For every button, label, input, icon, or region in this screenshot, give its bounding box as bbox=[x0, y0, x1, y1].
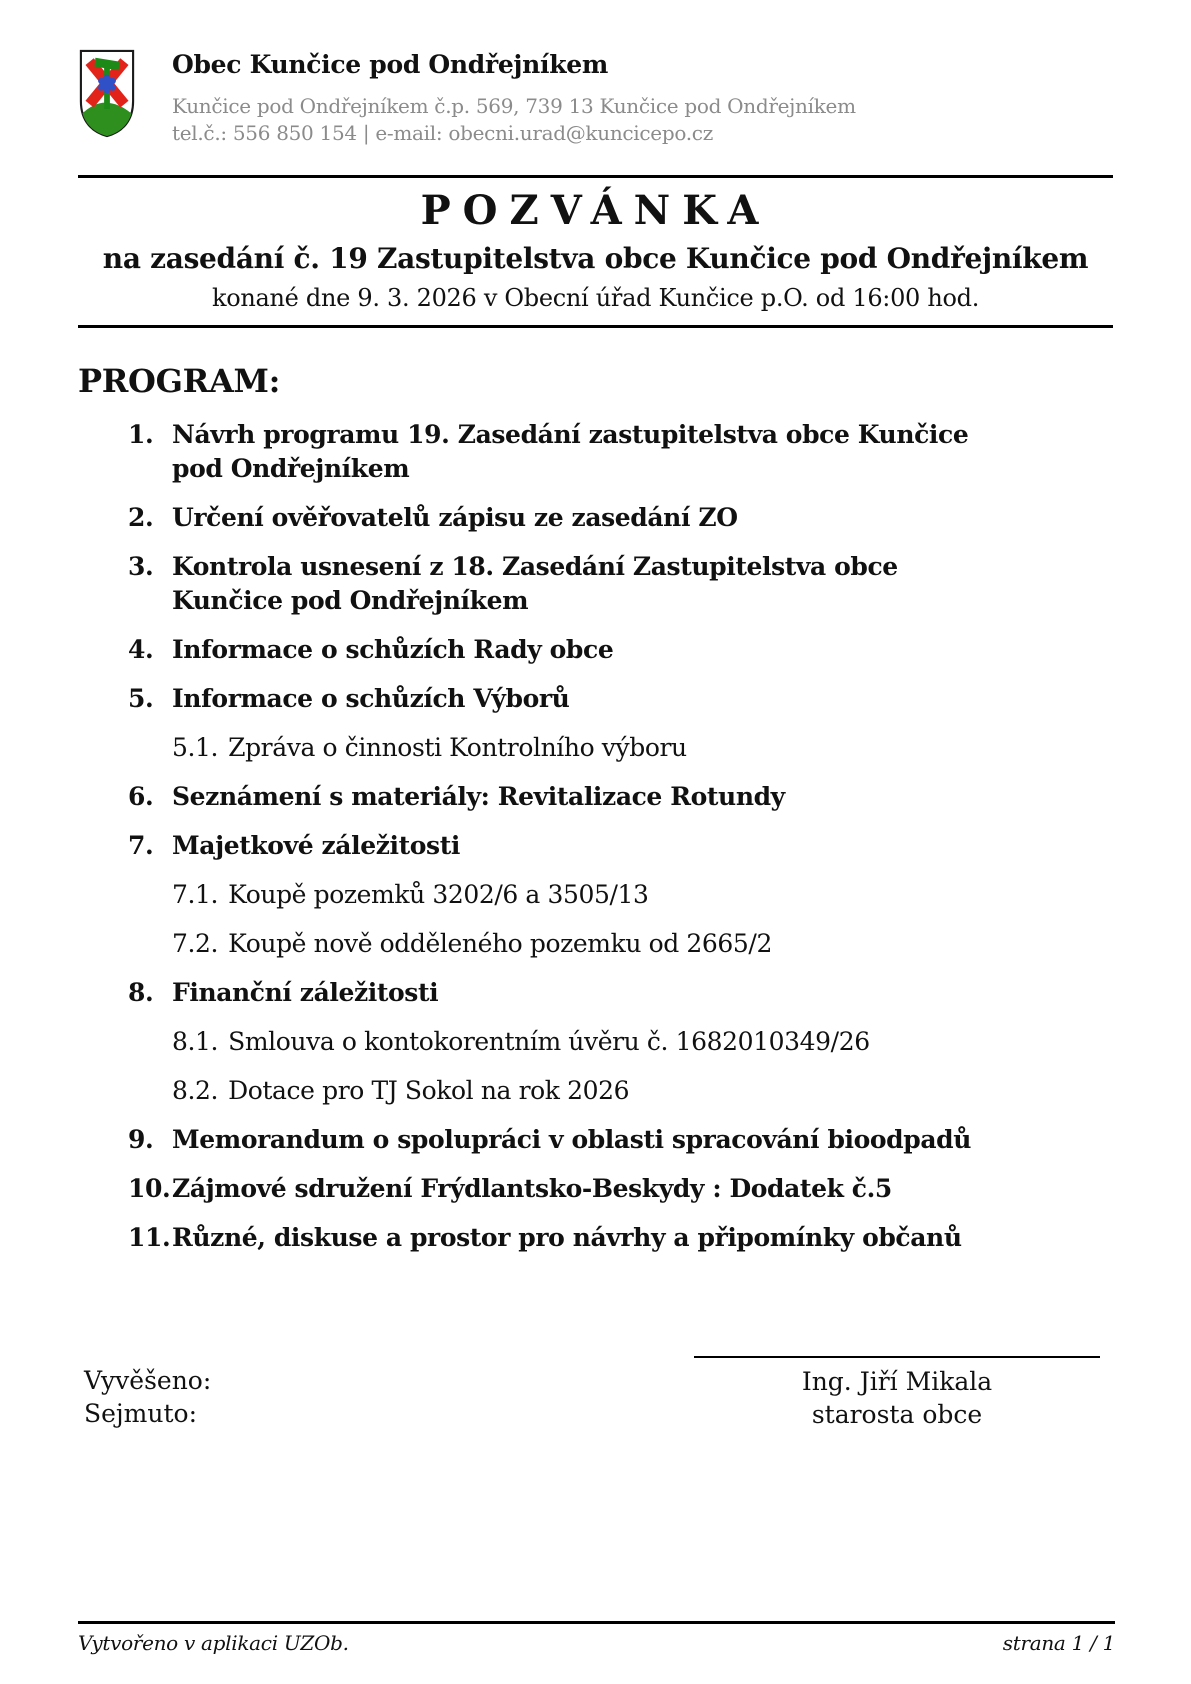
posted-label: Vyvěšeno: bbox=[84, 1366, 212, 1395]
program-item bbox=[128, 1123, 1113, 1157]
org-address-line1: Kunčice pod Ondřejníkem č.p. 569, 739 13 Kunčice pod Ondřejníkem bbox=[172, 94, 856, 118]
meeting-date-line: konané dne 9. 3. 2026 v Obecní úřad Kunčice p.O. od 16:00 hod. bbox=[211, 284, 980, 312]
program-item-number: 5. bbox=[128, 684, 154, 713]
title-block bbox=[78, 188, 1113, 313]
program-heading: PROGRAM: bbox=[78, 362, 281, 400]
program-item-number: 6. bbox=[128, 782, 154, 811]
program-item-number: 8.1. bbox=[172, 1027, 219, 1056]
signer-role: starosta obce bbox=[811, 1400, 983, 1429]
program-item bbox=[128, 418, 1113, 486]
program-item bbox=[128, 682, 1113, 716]
program-item-number: 7. bbox=[128, 831, 154, 860]
program-item-number: 5.1. bbox=[172, 733, 219, 762]
program-item bbox=[128, 501, 1113, 535]
letterhead-text bbox=[172, 46, 856, 147]
program-item bbox=[128, 780, 1113, 814]
program-item-text: Informace o schůzích Výborů bbox=[172, 684, 570, 713]
header-divider bbox=[78, 175, 1113, 178]
title-divider bbox=[78, 325, 1113, 328]
org-address bbox=[172, 93, 856, 147]
page-title: POZVÁNKA bbox=[420, 187, 771, 234]
program-item bbox=[128, 1221, 1113, 1255]
program-item-number: 7.1. bbox=[172, 880, 219, 909]
program-subitem bbox=[172, 878, 1113, 912]
program-item-text: Finanční záležitosti bbox=[172, 978, 439, 1007]
page-subtitle: na zasedání č. 19 Zastupitelstva obce Kunčice pod Ondřejníkem bbox=[102, 242, 1089, 275]
program-subitem bbox=[172, 1025, 1113, 1059]
program-item-text: Informace o schůzích Rady obce bbox=[172, 635, 614, 664]
program-item-text: Návrh programu 19. Zasedání zastupitelstva obce Kunčice pod Ondřejníkem bbox=[172, 420, 969, 483]
program-item-number: 1. bbox=[128, 420, 154, 449]
footer-generator-note: Vytvořeno v aplikaci UZOb. bbox=[78, 1631, 349, 1655]
removed-label: Sejmuto: bbox=[84, 1399, 198, 1428]
program-item-number: 2. bbox=[128, 503, 154, 532]
program-item-text: Smlouva o kontokorentním úvěru č. 1682010349/26 bbox=[228, 1027, 870, 1056]
program-list bbox=[128, 418, 1113, 1255]
program-item-text: Majetkové záležitosti bbox=[172, 831, 460, 860]
program-item bbox=[128, 829, 1113, 863]
program-item-text: Dotace pro TJ Sokol na rok 2026 bbox=[228, 1076, 630, 1105]
program-item-number: 7.2. bbox=[172, 929, 219, 958]
org-address-line2: tel.č.: 556 850 154 | e-mail: obecni.urad@kuncicepo.cz bbox=[172, 121, 713, 145]
program-item-text: Memorandum o spolupráci v oblasti spracování bioodpadů bbox=[172, 1125, 971, 1154]
program-item-number: 3. bbox=[128, 552, 154, 581]
footer-page-number: strana 1 / 1 bbox=[1002, 1631, 1115, 1655]
program-item bbox=[128, 976, 1113, 1010]
program-item bbox=[128, 550, 1113, 618]
program-item bbox=[128, 1172, 1113, 1206]
program-item-number: 4. bbox=[128, 635, 154, 664]
program-item-text: Určení ověřovatelů zápisu ze zasedání ZO bbox=[172, 503, 738, 532]
program-item-number: 9. bbox=[128, 1125, 154, 1154]
program-item-text: Seznámení s materiály: Revitalizace Rotundy bbox=[172, 782, 785, 811]
program-subitem bbox=[172, 731, 1113, 765]
program-item bbox=[128, 633, 1113, 667]
program-item-number: 8.2. bbox=[172, 1076, 219, 1105]
signature-block bbox=[694, 1356, 1100, 1431]
page-footer bbox=[78, 1621, 1115, 1655]
signer-name: Ing. Jiří Mikala bbox=[801, 1367, 993, 1396]
program-subitem bbox=[172, 1074, 1113, 1108]
letterhead bbox=[78, 46, 1113, 147]
program-item-text: Různé, diskuse a prostor pro návrhy a připomínky občanů bbox=[172, 1223, 962, 1252]
program-subitem bbox=[172, 927, 1113, 961]
program-item-number: 8. bbox=[128, 978, 154, 1007]
program-item-number: 10. bbox=[128, 1174, 171, 1203]
program-item-number: 11. bbox=[128, 1223, 171, 1252]
signature-line bbox=[694, 1356, 1100, 1358]
coat-of-arms-icon bbox=[78, 48, 136, 140]
posting-dates-block bbox=[84, 1364, 211, 1430]
org-name: Obec Kunčice pod Ondřejníkem bbox=[172, 50, 609, 79]
program-item-text: Koupě pozemků 3202/6 a 3505/13 bbox=[228, 880, 649, 909]
program-item-text: Zpráva o činnosti Kontrolního výboru bbox=[228, 733, 687, 762]
program-item-text: Kontrola usnesení z 18. Zasedání Zastupitelstva obce Kunčice pod Ondřejníkem bbox=[172, 552, 898, 615]
program-item-text: Koupě nově odděleného pozemku od 2665/2 bbox=[228, 929, 772, 958]
program-item-text: Zájmové sdružení Frýdlantsko-Beskydy : Dodatek č.5 bbox=[172, 1174, 892, 1203]
